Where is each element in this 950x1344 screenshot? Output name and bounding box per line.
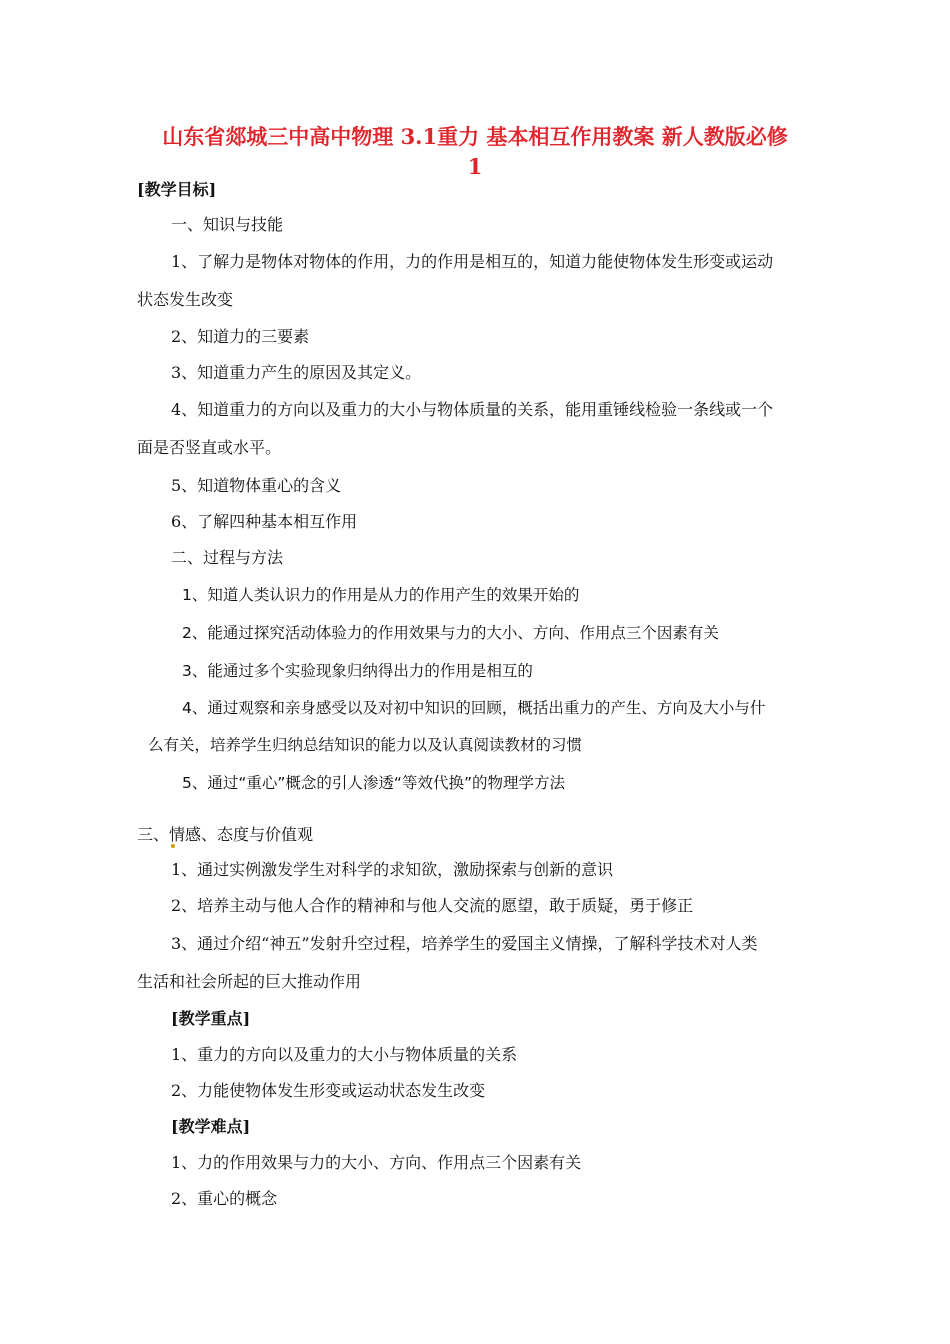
knowledge-heading: 一、知识与技能 (171, 215, 284, 234)
key-points-item-1: 1、重力的方向以及重力的大小与物体质量的关系 (171, 1045, 518, 1064)
knowledge-item-2: 2、知道力的三要素 (171, 327, 310, 346)
process-item-1: 1、知道人类认识力的作用是从力的作用产生的效果开始的 (182, 586, 580, 604)
knowledge-item-4b: 面是否竖直或水平。 (137, 438, 282, 457)
title-line-1: 山东省郯城三中高中物理 3.1重力 基本相互作用教案 新人教版必修 (162, 124, 788, 149)
emotion-item-2: 2、培养主动与他人合作的精神和与他人交流的愿望，敢于质疑，勇于修正 (171, 896, 694, 915)
difficulties-item-1: 1、力的作用效果与力的大小、方向、作用点三个因素有关 (171, 1153, 582, 1172)
title-line-2: 1 (467, 154, 483, 179)
process-item-4b: 么有关，培养学生归纳总结知识的能力以及认真阅读教材的习惯 (148, 736, 583, 754)
process-item-2: 2、能通过探究活动体验力的作用效果与力的大小、方向、作用点三个因素有关 (182, 624, 719, 642)
difficulties-item-2: 2、重心的概念 (171, 1189, 278, 1208)
emotion-item-3a: 3、通过介绍“神五”发射升空过程，培养学生的爱国主义情操，了解科学技术对人类 (171, 934, 758, 953)
knowledge-item-4a: 4、知道重力的方向以及重力的大小与物体质量的关系，能用重锤线检验一条线或一个 (171, 400, 774, 419)
objectives-heading: [教学目标] (137, 180, 217, 199)
emotion-item-3b: 生活和社会所起的巨大推动作用 (137, 972, 362, 991)
emotion-heading: 三、情感、态度与价值观 (137, 825, 314, 844)
knowledge-item-1a: 1、了解力是物体对物体的作用，力的作用是相互的，知道力能使物体发生形变或运动 (171, 252, 774, 271)
emotion-item-1: 1、通过实例激发学生对科学的求知欲，激励探索与创新的意识 (171, 860, 614, 879)
stray-mark (171, 844, 175, 848)
knowledge-item-6: 6、了解四种基本相互作用 (171, 512, 358, 531)
knowledge-item-5: 5、知道物体重心的含义 (171, 476, 342, 495)
process-heading: 二、过程与方法 (171, 548, 284, 567)
difficulties-heading: [教学难点] (171, 1117, 251, 1136)
knowledge-item-1b: 状态发生改变 (137, 290, 234, 309)
process-item-3: 3、能通过多个实验现象归纳得出力的作用是相互的 (182, 662, 533, 680)
key-points-heading: [教学重点] (171, 1009, 251, 1028)
process-item-5: 5、通过“重心”概念的引人渗透“等效代换”的物理学方法 (182, 774, 565, 792)
process-item-4a: 4、通过观察和亲身感受以及对初中知识的回顾，概括出重力的产生、方向及大小与什 (182, 699, 766, 717)
key-points-item-2: 2、力能使物体发生形变或运动状态发生改变 (171, 1081, 486, 1100)
document-title (120, 122, 830, 182)
knowledge-item-3: 3、知道重力产生的原因及其定义。 (171, 363, 422, 382)
